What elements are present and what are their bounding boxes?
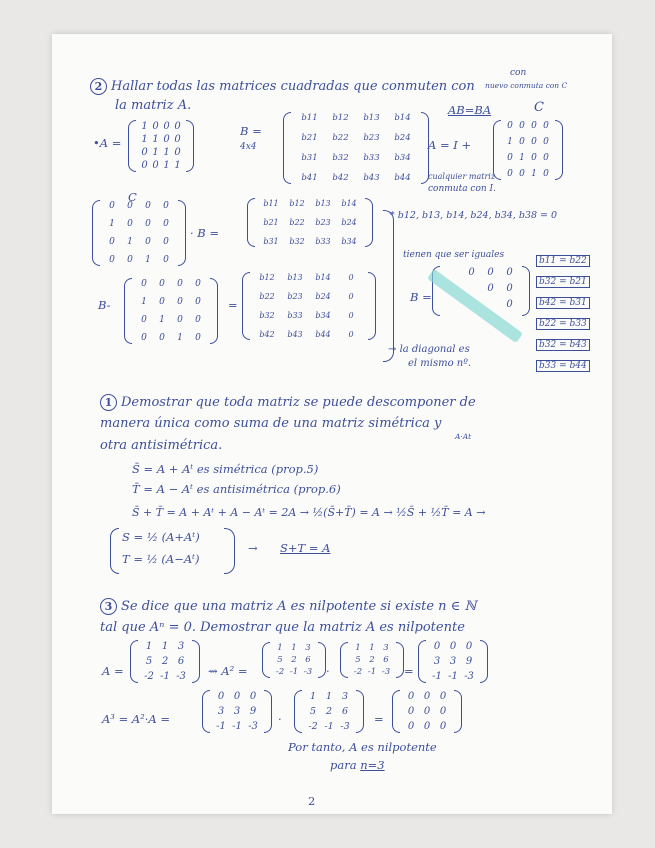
ex2-note-c: nuevo conmuta con C xyxy=(485,81,568,90)
ex1-title-line1: 1 Demostrar que toda matriz se puede descomponer de xyxy=(100,394,476,411)
ex3-a2-cell: 2 xyxy=(369,655,375,665)
equality-item: b33 = b44 xyxy=(536,360,590,372)
matrix-c3-cell: 0 xyxy=(159,297,165,307)
ex3-a2result-cell: 0 xyxy=(449,641,457,652)
equality-item: b22 = b33 xyxy=(536,318,590,330)
ex3-zero-cell: 0 xyxy=(407,721,415,732)
matrix-a-cell: 1 xyxy=(141,134,148,145)
ex3-zero-cell: 0 xyxy=(439,721,447,732)
matrix-c-cell: 0 xyxy=(543,121,549,131)
matrix-c2-cell: 1 xyxy=(127,237,133,247)
matrix-b-cell: b42 xyxy=(332,173,349,183)
matrix-cb-cell: b11 xyxy=(263,199,279,208)
ex3-a2-cell: -1 xyxy=(367,667,377,677)
matrix-b-cell: b24 xyxy=(394,133,411,143)
matrix-c-cell: 0 xyxy=(543,169,549,179)
matrix-c-cell: 0 xyxy=(519,137,525,147)
ex3-a2-cell: 1 xyxy=(369,643,375,653)
matrix-bfinal-cell xyxy=(443,314,462,316)
ex3-matrix-a-3 xyxy=(294,690,364,733)
matrix-b-cell: b33 xyxy=(363,153,380,163)
ex3-matrix-zero xyxy=(392,690,462,733)
ex3-a2-cell: 5 xyxy=(355,655,361,665)
matrix-b-cell: b34 xyxy=(394,153,411,163)
ex3-a1-cell: 6 xyxy=(305,655,311,665)
matrix-cb-cell: b32 xyxy=(289,237,305,246)
ex1-line5: T = ½ (A−Aᵗ) xyxy=(122,552,200,566)
matrix-bfinal-cell: 0 xyxy=(468,267,475,278)
matrix-bc-cell: b32 xyxy=(259,311,275,320)
ex2-title-line1: 2 Hallar todas las matrices cuadradas que conmuten con xyxy=(90,78,475,95)
zero-eq: * b12, b13, b14, b24, b34, b38 = 0 xyxy=(390,210,558,221)
matrix-a-cell: 1 xyxy=(163,160,170,171)
ex3-matrix-a xyxy=(130,640,200,683)
ex1-line1: S̄ = A + Aᵗ es simétrica (prop.5) xyxy=(132,462,319,476)
ex3-a3m1-cell: 9 xyxy=(249,706,257,717)
ex1-title-line3: otra antisimétrica. xyxy=(100,438,223,453)
matrix-a-cell: 0 xyxy=(152,121,159,132)
matrix-cb-cell: b33 xyxy=(315,237,331,246)
matrix-a-cell: 0 xyxy=(174,147,181,158)
ex3-eq: = xyxy=(404,664,414,678)
ex3-a3m2-cell: 2 xyxy=(325,706,333,717)
ex3-a-label: A = xyxy=(102,664,124,678)
matrix-c2-cell: 0 xyxy=(145,237,151,247)
ex3-a2result-cell: 3 xyxy=(449,656,457,667)
ex3-a1-cell: 3 xyxy=(305,643,311,653)
matrix-c-2 xyxy=(92,200,186,266)
matrix-c-cell: 0 xyxy=(519,121,525,131)
ex3-a3m1-cell: 0 xyxy=(217,691,225,702)
matrix-bfinal-cell: 0 xyxy=(506,267,513,278)
diag-note1: → la diagonal es xyxy=(388,344,470,355)
matrix-a-cell: 0 xyxy=(174,134,181,145)
matrix-c-cell: 1 xyxy=(507,137,513,147)
ex3-a2result-cell: -3 xyxy=(464,671,474,682)
matrix-cb-cell: b12 xyxy=(289,199,305,208)
matrix-c-cell: 0 xyxy=(531,153,537,163)
matrix-b-cell: b22 xyxy=(332,133,349,143)
matrix-c2-cell: 0 xyxy=(109,237,115,247)
ex3-matrix-a2-b xyxy=(202,690,272,733)
ex3-a3m2-cell: -1 xyxy=(324,721,334,732)
matrix-cb-cell: b31 xyxy=(263,237,279,246)
matrix-c3-cell: 1 xyxy=(177,333,183,343)
matrix-a xyxy=(128,120,194,172)
matrix-c3-cell: 0 xyxy=(195,315,201,325)
matrix-bc-cell: b13 xyxy=(287,273,303,282)
matrix-bc-cell: b44 xyxy=(315,330,331,339)
ex3-a1-cell: 1 xyxy=(291,643,297,653)
ex1-line7: S+T = A xyxy=(280,541,331,555)
matrix-c3-cell: 0 xyxy=(159,279,165,289)
matrix-a-cell: 1 xyxy=(163,147,170,158)
matrix-bc-cell: b43 xyxy=(287,330,303,339)
matrix-b-cell: b32 xyxy=(332,153,349,163)
ex3-a-cell: -2 xyxy=(144,671,154,682)
matrix-c-cell: 0 xyxy=(519,169,525,179)
matrix-a-cell: 1 xyxy=(141,121,148,132)
ex1-line3: S̄ + T̄ = A + Aᵗ + A − Aᵗ = 2A → ½(S̄+T̄) = A → ½S̄ + ½T̄ = A → xyxy=(132,506,486,519)
eq-sign: = xyxy=(228,298,238,312)
matrix-b-cell: b43 xyxy=(363,173,380,183)
ex3-a1-cell: -3 xyxy=(303,667,313,677)
matrix-bfinal-cell: 0 xyxy=(487,283,494,294)
matrix-c-cell: 0 xyxy=(531,137,537,147)
ex3-a3m1-cell: -3 xyxy=(248,721,258,732)
matrix-c3-cell: 1 xyxy=(141,297,147,307)
matrix-bc-cell: 0 xyxy=(348,330,354,339)
ex1-line4: S = ½ (A+Aᵗ) xyxy=(122,530,200,544)
matrix-bc-cell: b34 xyxy=(315,311,331,320)
matrix-bc-cell: b14 xyxy=(315,273,331,282)
ex3-a3-label: A³ = A²·A = xyxy=(102,712,171,726)
ex3-a2result-cell: -1 xyxy=(448,671,458,682)
ex3-zero-cell: 0 xyxy=(423,691,431,702)
matrix-c2-cell: 1 xyxy=(145,255,151,265)
ex3-zero-cell: 0 xyxy=(439,706,447,717)
matrix-cb-cell: b23 xyxy=(315,218,331,227)
matrix-c2-cell: 0 xyxy=(163,219,169,229)
ex3-a2result-cell: 0 xyxy=(465,641,473,652)
matrix-cb xyxy=(247,198,373,247)
ex3-eq-2: = xyxy=(374,712,384,726)
matrix-c3-cell: 0 xyxy=(195,333,201,343)
ex3-concl1: Por tanto, A es nilpotente xyxy=(288,740,437,754)
b-label: B = xyxy=(240,124,262,138)
matrix-c-cell: 0 xyxy=(531,121,537,131)
diag-note2: el mismo nº. xyxy=(408,358,472,369)
b-label2: B- xyxy=(98,298,111,312)
matrix-b-cell: b11 xyxy=(301,113,318,123)
matrix-c-cell: 1 xyxy=(531,169,537,179)
matrix-bc-cell: 0 xyxy=(348,292,354,301)
ex2-title-line2: la matriz A. xyxy=(115,98,192,113)
ex3-a-cell: -3 xyxy=(176,671,186,682)
matrix-c3-cell: 0 xyxy=(177,279,183,289)
matrix-c2-cell: 0 xyxy=(127,201,133,211)
matrix-cb-cell: b34 xyxy=(341,237,357,246)
matrix-b-cell: b23 xyxy=(363,133,380,143)
ex3-dot: · xyxy=(326,664,330,678)
matrix-c3-cell: 0 xyxy=(159,333,165,343)
ex3-a-cell: -1 xyxy=(160,671,170,682)
matrix-c2-cell: 0 xyxy=(145,201,151,211)
matrix-bc-cell: b22 xyxy=(259,292,275,301)
matrix-c2-cell: 0 xyxy=(127,219,133,229)
ex3-a1-cell: 1 xyxy=(277,643,283,653)
ex3-a3m2-cell: -3 xyxy=(340,721,350,732)
matrix-c2-cell: 1 xyxy=(109,219,115,229)
ex3-a3m1-cell: -1 xyxy=(232,721,242,732)
ex3-a2result-cell: 0 xyxy=(433,641,441,652)
matrix-c3-cell: 0 xyxy=(141,315,147,325)
matrix-bc-cell: b24 xyxy=(315,292,331,301)
ex3-zero-cell: 0 xyxy=(407,691,415,702)
ex3-zero-cell: 0 xyxy=(407,706,415,717)
matrix-cb-cell: b13 xyxy=(315,199,331,208)
ab-eq: AB=BA xyxy=(448,103,492,117)
ex3-number: 3 xyxy=(100,598,117,615)
ex3-a3m2-cell: 6 xyxy=(341,706,349,717)
matrix-c-cell: 0 xyxy=(507,169,513,179)
ex1-line6: → xyxy=(248,541,258,555)
matrix-a-cell: 0 xyxy=(174,121,181,132)
matrix-b-cell: b31 xyxy=(301,153,318,163)
matrix-a-cell: 1 xyxy=(152,147,159,158)
ex3-a3m1-cell: 0 xyxy=(233,691,241,702)
matrix-bfinal-cell: 0 xyxy=(506,283,513,294)
ex3-a-cell: 6 xyxy=(177,656,185,667)
b-size: 4x4 xyxy=(240,142,257,152)
ex3-dot-2: · xyxy=(278,712,282,726)
matrix-a-cell: 0 xyxy=(163,121,170,132)
ex3-a2result-cell: 9 xyxy=(465,656,473,667)
matrix-c-3 xyxy=(124,278,218,344)
c-label: C xyxy=(534,100,544,115)
matrix-c-cell: 0 xyxy=(543,153,549,163)
ex3-zero-cell: 0 xyxy=(423,721,431,732)
matrix-c3-cell: 0 xyxy=(177,297,183,307)
matrix-bc-cell: b12 xyxy=(259,273,275,282)
ex1-left-brace xyxy=(110,528,119,574)
matrix-cb-cell: b22 xyxy=(289,218,305,227)
ex3-a1-cell: -2 xyxy=(275,667,285,677)
matrix-bc-cell: b23 xyxy=(287,292,303,301)
note-i2: conmuta con I. xyxy=(428,184,496,194)
note-i1: cualquier matriz xyxy=(428,172,496,181)
ex3-a-cell: 1 xyxy=(161,641,169,652)
matrix-bc-cell: b42 xyxy=(259,330,275,339)
ex3-matrix-a2 xyxy=(418,640,488,683)
a-eq: A = I + xyxy=(428,138,472,152)
ex3-a3m1-cell: 3 xyxy=(233,706,241,717)
matrix-c2-cell: 0 xyxy=(145,219,151,229)
ex3-a1-cell: 5 xyxy=(277,655,283,665)
matrix-c xyxy=(493,120,563,180)
equalities-list xyxy=(536,255,590,372)
matrix-bfinal-cell: 0 xyxy=(506,299,513,310)
ex1-right-brace xyxy=(224,528,235,574)
matrix-a-cell: 0 xyxy=(141,160,148,171)
ex3-a1-cell: -1 xyxy=(289,667,299,677)
ex3-a-cell: 1 xyxy=(145,641,153,652)
ex1-line2: T̄ = A − Aᵗ es antisimétrica (prop.6) xyxy=(132,482,341,496)
ex3-title-line1: 3 Se dice que una matriz A es nilpotente si existe n ∈ ℕ xyxy=(100,598,476,615)
matrix-b-cell: b14 xyxy=(394,113,411,123)
ex3-a-cell: 2 xyxy=(161,656,169,667)
matrix-c3-cell: 0 xyxy=(195,297,201,307)
ex3-zero-cell: 0 xyxy=(423,706,431,717)
ex3-zero-cell: 0 xyxy=(439,691,447,702)
ex2-note-con: con xyxy=(510,68,527,78)
matrix-bc-cell: 0 xyxy=(348,273,354,282)
matrix-c2-cell: 0 xyxy=(163,255,169,265)
matrix-c-cell: 0 xyxy=(507,121,513,131)
matrix-c2-cell: 0 xyxy=(109,201,115,211)
matrix-a-cell: 0 xyxy=(163,134,170,145)
matrix-c-cell: 0 xyxy=(507,153,513,163)
ex3-a3m2-cell: 1 xyxy=(309,691,317,702)
equality-item: b42 = b31 xyxy=(536,297,590,309)
equality-item: b32 = b43 xyxy=(536,339,590,351)
ex3-matrix-a-1 xyxy=(262,642,326,678)
ex3-matrix-a-2 xyxy=(340,642,404,678)
equal-note: tienen que ser iguales xyxy=(403,250,505,260)
matrix-bfinal-cell xyxy=(500,314,519,316)
ex3-a3m2-cell: 3 xyxy=(341,691,349,702)
matrix-c-cell: 0 xyxy=(543,137,549,147)
ex3-a3m2-cell: 5 xyxy=(309,706,317,717)
ex3-a3m2-cell: -2 xyxy=(308,721,318,732)
ex3-a3m2-cell: 1 xyxy=(325,691,333,702)
ex3-a2-cell: -2 xyxy=(353,667,363,677)
ex3-title-line2: tal que Aⁿ = 0. Demostrar que la matriz A es nilpotente xyxy=(100,620,465,635)
matrix-b-cell: b12 xyxy=(332,113,349,123)
matrix-a-cell: 0 xyxy=(141,147,148,158)
ex3-a1-cell: 2 xyxy=(291,655,297,665)
ex3-a2-label: ⇝ A² = xyxy=(208,664,248,678)
page-number: 2 xyxy=(308,794,316,808)
right-brace xyxy=(383,210,394,362)
c-label2: C xyxy=(128,190,137,204)
matrix-c-cell: 1 xyxy=(519,153,525,163)
ex3-a-cell: 3 xyxy=(177,641,185,652)
ex3-a2result-cell: -1 xyxy=(432,671,442,682)
matrix-c3-cell: 0 xyxy=(141,333,147,343)
ex2-number: 2 xyxy=(90,78,107,95)
ex1-small: A·At xyxy=(455,432,472,441)
matrix-c3-cell: 0 xyxy=(195,279,201,289)
matrix-c2-cell: 0 xyxy=(127,255,133,265)
matrix-bc-cell: 0 xyxy=(348,311,354,320)
equality-item: b32 = b21 xyxy=(536,276,590,288)
ex3-a2-cell: -3 xyxy=(381,667,391,677)
a-label: •A = xyxy=(93,136,122,150)
ex3-a3m1-cell: 0 xyxy=(249,691,257,702)
matrix-b-cell: b44 xyxy=(394,173,411,183)
matrix-bc-cell: b33 xyxy=(287,311,303,320)
ex3-concl2: para n=3 xyxy=(330,758,385,772)
ex3-a2-cell: 1 xyxy=(355,643,361,653)
dot-b: · B = xyxy=(190,226,220,240)
matrix-b-cell: b13 xyxy=(363,113,380,123)
matrix-cb-cell: b14 xyxy=(341,199,357,208)
matrix-a-cell: 1 xyxy=(174,160,181,171)
ex3-a-cell: 5 xyxy=(145,656,153,667)
matrix-c2-cell: 0 xyxy=(109,255,115,265)
ex3-a2result-cell: 3 xyxy=(433,656,441,667)
matrix-b xyxy=(283,112,429,184)
matrix-c2-cell: 0 xyxy=(163,201,169,211)
ex3-a3m1-cell: 3 xyxy=(217,706,225,717)
matrix-cb-cell: b24 xyxy=(341,218,357,227)
ex3-a2-cell: 3 xyxy=(383,643,389,653)
matrix-c3-cell: 0 xyxy=(177,315,183,325)
equality-item: b11 = b22 xyxy=(536,255,590,267)
matrix-a-cell: 0 xyxy=(152,160,159,171)
matrix-a-cell: 1 xyxy=(152,134,159,145)
ex1-number: 1 xyxy=(100,394,117,411)
ex3-a3m1-cell: -1 xyxy=(216,721,226,732)
ex1-title-line2: manera única como suma de una matriz simétrica y xyxy=(100,416,442,431)
matrix-c3-cell: 1 xyxy=(159,315,165,325)
matrix-c2-cell: 0 xyxy=(163,237,169,247)
b-final-label: B = xyxy=(410,290,432,304)
matrix-b-cell: b21 xyxy=(301,133,318,143)
matrix-b-cell: b41 xyxy=(301,173,318,183)
matrix-bc xyxy=(242,272,376,340)
ex3-a2-cell: 6 xyxy=(383,655,389,665)
matrix-c3-cell: 0 xyxy=(141,279,147,289)
matrix-cb-cell: b21 xyxy=(263,218,279,227)
matrix-bfinal-cell: 0 xyxy=(487,267,494,278)
